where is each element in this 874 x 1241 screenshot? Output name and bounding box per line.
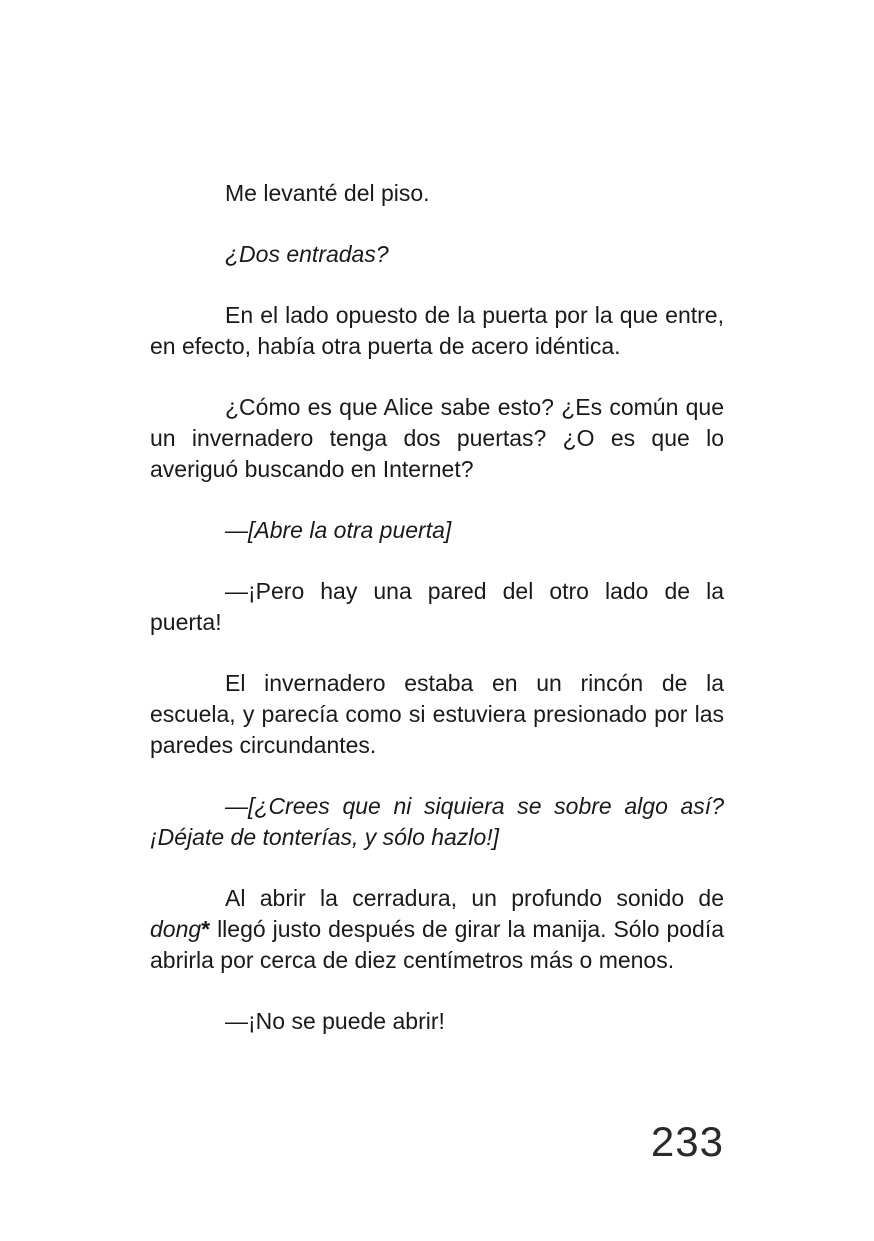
- paragraph-text-before: Al abrir la cerradura, un profundo sonido de: [225, 885, 724, 911]
- dialogue: —¡Pero hay una pared del otro lado de la puerta!: [150, 578, 724, 635]
- paragraph: [150, 883, 724, 976]
- dialogue: —¡No se puede abrir!: [225, 1008, 445, 1034]
- dialogue-alice: —[¿Crees que ni siquiera se sobre algo así? ¡Déjate de tonterías, y sólo hazlo!]: [150, 793, 724, 850]
- page-number: 233: [650, 1118, 724, 1165]
- paragraph: Me levanté del piso.: [225, 180, 430, 206]
- paragraph: El invernadero estaba en un rincón de la escuela, y parecía como si estuviera presionado por las paredes circundantes.: [150, 670, 724, 758]
- paragraph-text-after: llegó justo después de girar la manija. Sólo podía abrirla por cerca de diez centímetros más o menos.: [150, 916, 724, 973]
- page-body: [150, 178, 724, 1067]
- paragraph: En el lado opuesto de la puerta por la que entre, en efecto, había otra puerta de acero idéntica.: [150, 302, 724, 359]
- sound-effect-word: dong: [150, 916, 202, 942]
- footnote-marker: *: [201, 916, 211, 942]
- dialogue-alice: —[Abre la otra puerta]: [225, 517, 452, 543]
- paragraph-thought: ¿Dos entradas?: [225, 241, 389, 267]
- paragraph: ¿Cómo es que Alice sabe esto? ¿Es común que un invernadero tenga dos puertas? ¿O es que lo averiguó buscando en Internet?: [150, 394, 724, 482]
